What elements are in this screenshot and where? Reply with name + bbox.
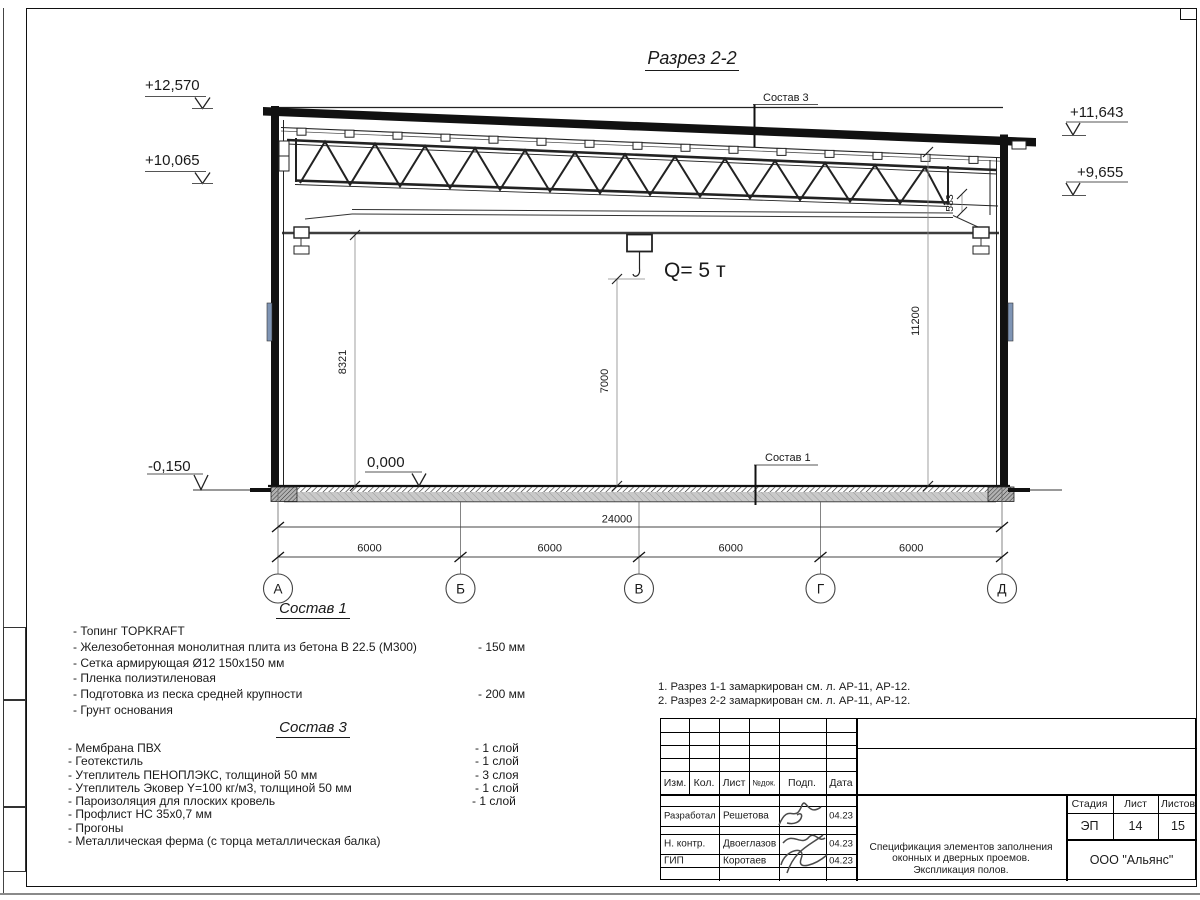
list-item: - Пленка полиэтиленовая: [73, 671, 216, 686]
signature: [775, 795, 827, 833]
stamp-col-izm: Изм.: [663, 776, 687, 789]
floor-slab: [193, 486, 1062, 502]
drawing-title-text: Разрез 2-2: [645, 48, 738, 71]
sostav1-leader-label: Состав 1: [765, 452, 811, 464]
stamp-stage-value: ЭП: [1080, 819, 1099, 833]
note-line: 1. Разрез 1-1 замаркирован см. л. АР-11, АР-12.: [658, 681, 911, 693]
dim-583: 583: [944, 194, 956, 212]
crane-capacity-label: Q= 5 т: [664, 259, 726, 282]
list-item: - Прогоны: [68, 820, 124, 835]
list-item: - Утеплитель Эковер Y=100 кг/м3, толщиной 50 мм - 1 слой: [68, 780, 519, 795]
level-mark-right-mid: [1062, 164, 1128, 196]
axis-bubbles: [264, 574, 1017, 603]
sostav1-heading: Состав 1: [248, 600, 378, 619]
roof-band: [263, 107, 1036, 147]
stamp-sheet-value: 14: [1128, 819, 1143, 833]
stamp-date: 04.23: [829, 855, 853, 866]
wall-joint-right: [1008, 303, 1013, 341]
axis-d: Д: [997, 581, 1007, 597]
stamp-col-podp: Подп.: [788, 776, 816, 789]
stamp-date: 04.23: [829, 810, 853, 822]
svg-text:+10,065: +10,065: [145, 152, 200, 169]
stamp-col-data: Дата: [829, 776, 853, 789]
dim-11200: 11200: [910, 306, 922, 336]
list-item: - Мембрана ПВХ - 1 слой: [68, 741, 519, 755]
stamp-role: Разработал: [664, 810, 716, 822]
list-item: - Топинг TOPKRAFT: [73, 624, 185, 638]
stamp-sheet-label: Лист: [1124, 797, 1147, 810]
title-block: [660, 718, 1196, 880]
stamp-col-list: Лист: [722, 776, 746, 789]
svg-text:0,000: 0,000: [367, 454, 405, 471]
dim-bay-2: 6000: [537, 542, 563, 555]
dim-7000: 7000: [599, 368, 611, 394]
svg-text:+12,570: +12,570: [145, 77, 200, 94]
list-item: - Железобетонная монолитная плита из бетона В 22.5 (М300) - 150 мм: [73, 639, 526, 654]
list-item: - Пароизоляция для плоских кровель - 1 слой: [68, 794, 516, 809]
list-item: - Профлист НС 35х0,7 мм: [68, 807, 212, 822]
vertical-dims: [337, 147, 967, 491]
level-mark-right-top: [1062, 104, 1128, 136]
note-line: 2. Разрез 2-2 замаркирован см. л. АР-11, АР-12.: [658, 694, 911, 707]
list-item: - Подготовка из песка средней крупности - 200 мм: [73, 687, 526, 702]
level-mark-floor-zero: [365, 454, 426, 486]
svg-text:-0,150: -0,150: [148, 458, 191, 475]
stamp-col-kol: Кол.: [693, 776, 715, 789]
list-item: - Геотекстиль - 1 слой: [68, 754, 519, 769]
notes: [658, 681, 910, 709]
axis-b: Б: [456, 581, 465, 597]
dim-bay-4: 6000: [898, 542, 924, 555]
stamp-stage-label: Стадия: [1071, 797, 1108, 810]
level-mark-left-top: [145, 77, 213, 109]
stamp-name: Коротаев: [723, 855, 767, 866]
list-item: - Сетка армирующая Ø12 150х150 мм: [73, 655, 285, 670]
level-mark-left-mid: [145, 152, 213, 184]
sostav3-leader-label: Состав 3: [763, 92, 809, 104]
stamp-role: Н. контр.: [664, 838, 706, 850]
sostav1-list: [73, 624, 526, 719]
stamp-sheets-value: 15: [1171, 819, 1185, 833]
wall-joint-left: [267, 303, 272, 341]
stamp-date: 04.23: [829, 838, 853, 850]
footing-left: [271, 487, 297, 502]
svg-text:+11,643: +11,643: [1070, 104, 1124, 121]
list-item: - Грунт основания: [73, 702, 173, 717]
dim-bay-1: 6000: [357, 542, 382, 555]
level-mark-ground: [147, 458, 208, 490]
list-item: - Металлическая ферма (с торца металлическая балка): [68, 834, 381, 849]
column-right: [1000, 135, 1008, 491]
axis-v: В: [634, 581, 644, 597]
crane-hook: [633, 269, 640, 276]
stamp-company: ООО "Альянс": [1089, 853, 1174, 867]
columns: [267, 106, 1013, 490]
signature: [775, 831, 831, 877]
sostav3-heading: Состав 3: [248, 719, 378, 738]
axis-g: Г: [816, 581, 825, 597]
stamp-name: Решетова: [723, 810, 769, 822]
eave-detail: [1012, 141, 1026, 149]
stamp-doc-title: Спецификация элементов заполнения оконных и дверных проемов. Экспликация полов.: [869, 841, 1053, 876]
sostav3-list: [68, 741, 519, 849]
column-left: [271, 106, 279, 490]
svg-text:+9,655: +9,655: [1077, 164, 1124, 181]
crane-hoist: [627, 235, 726, 283]
list-item: - Утеплитель ПЕНОПЛЭКС, толщиной 50 мм - 3 слоя: [68, 767, 519, 782]
dim-total-24000: 24000: [601, 513, 633, 526]
stamp-sheets-label: Листов: [1160, 797, 1196, 810]
stamp-role: ГИП: [664, 855, 684, 866]
stamp-name: Двоеглазов: [723, 838, 777, 850]
axis-a: А: [273, 581, 283, 597]
dim-8321: 8321: [337, 349, 349, 375]
dim-bay-3: 6000: [718, 542, 744, 555]
stamp-col-ndoc: №док.: [752, 778, 776, 787]
